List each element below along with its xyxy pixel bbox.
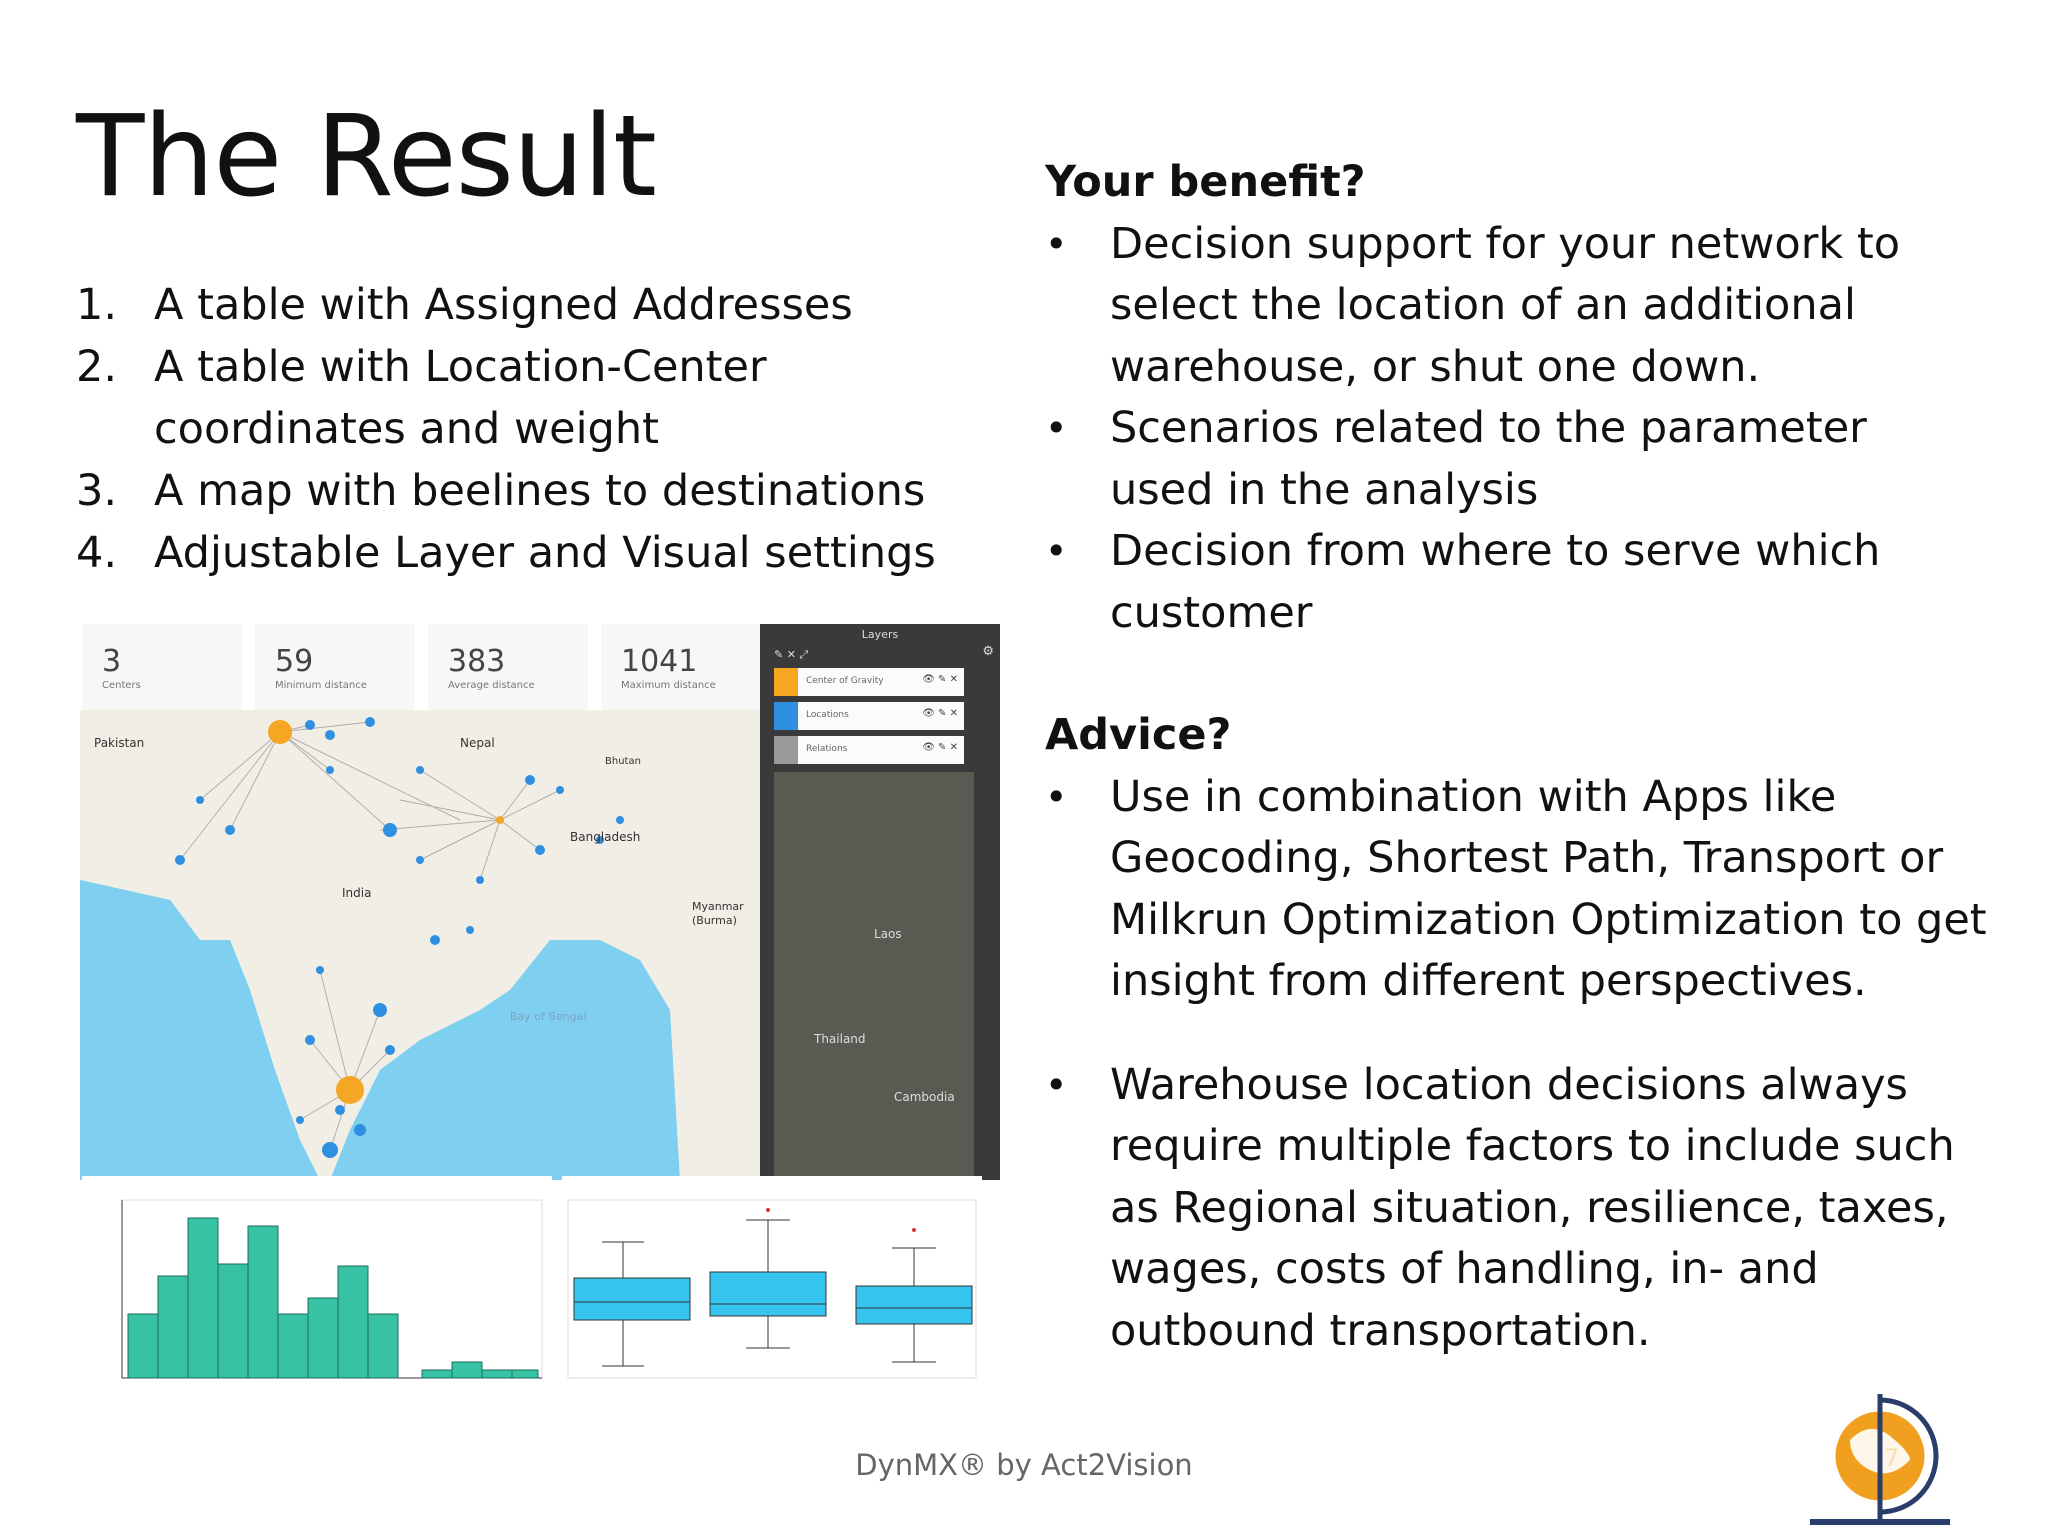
service-histogram <box>82 1176 552 1412</box>
layer-row-locations[interactable] <box>774 702 964 730</box>
share-icon <box>774 736 798 764</box>
list-number: 4. <box>76 528 118 578</box>
kpi-value: 383 <box>448 644 506 679</box>
list-text: A map with beelines to destinations <box>154 466 926 516</box>
map-svg <box>80 710 760 1180</box>
dimmed-map <box>774 772 974 1180</box>
kpi-label: Centers <box>102 680 141 691</box>
advice-heading: Advice? <box>1045 710 1232 760</box>
logo-svg <box>1800 1390 1960 1530</box>
list-item <box>76 336 1036 460</box>
bullet-text: Use in combination with Apps like Geocoding, Shortest Path, Transport or Milkrun Optimization Optimization to get insight from different perspectives. <box>1110 771 1987 1006</box>
map-label: India <box>342 886 372 900</box>
map-label: Bhutan <box>605 756 641 767</box>
service-boxplot <box>562 1176 982 1412</box>
map-label: Myanmar (Burma) <box>692 900 744 927</box>
advice-bullet <box>1045 1055 2005 1363</box>
bullet-dot: • <box>1045 774 1068 819</box>
layer-tools[interactable]: 👁 ✎ ✕ <box>922 742 958 753</box>
list-number: 2. <box>76 342 118 392</box>
kpi-card-min-distance <box>255 624 415 710</box>
map-label: Laos <box>874 927 902 941</box>
kpi-label: Minimum distance <box>275 680 367 691</box>
pin-icon <box>774 702 798 730</box>
layer-row-center-of-gravity[interactable] <box>774 668 964 696</box>
outlier <box>912 1228 916 1232</box>
kpi-value: 1041 <box>621 644 698 679</box>
kpi-value: 59 <box>275 644 314 679</box>
boxplot-svg <box>562 1176 982 1412</box>
layer-row-relations[interactable] <box>774 736 964 764</box>
pin-icon <box>774 668 798 696</box>
list-number: 1. <box>76 280 118 330</box>
map-label: Nepal <box>460 736 495 750</box>
bullet-dot: • <box>1045 1062 1068 1107</box>
list-item <box>76 274 1036 336</box>
list-item <box>76 522 1036 584</box>
map-label: Bay of Bengal <box>510 1010 587 1023</box>
map-label: Pakistan <box>94 736 145 750</box>
list-text: Adjustable Layer and Visual settings <box>154 528 936 578</box>
layer-tools[interactable]: 👁 ✎ ✕ <box>922 708 958 719</box>
bullet-text: Warehouse location decisions always require multiple factors to include such as Regional situation, resilience, taxes, wages, costs of handling, in- and outbound transportation. <box>1110 1059 1955 1356</box>
kpi-card-avg-distance <box>428 624 588 710</box>
bullet-text: Decision from where to serve which customer <box>1110 526 1881 638</box>
list-number: 3. <box>76 466 118 516</box>
layers-title: Layers <box>861 628 899 641</box>
footer-text: DynMX® by Act2Vision <box>855 1448 1193 1482</box>
dashboard-screenshot <box>80 624 1000 1184</box>
map-label: Bangladesh <box>570 830 641 844</box>
layers-panel <box>760 624 1000 1180</box>
advice-bullet <box>1045 767 2005 1013</box>
layer-label: Locations <box>806 710 849 720</box>
bullet-text: Decision support for your network to select the location of an additional warehouse, or shut one down. <box>1110 218 1901 392</box>
network-map[interactable] <box>80 710 760 1180</box>
globe-logo-icon <box>1800 1390 1960 1530</box>
histogram-svg <box>82 1176 552 1412</box>
slide-title: The Result <box>76 92 656 222</box>
settings-icon[interactable]: ⚙ <box>982 644 994 659</box>
bullet-dot: • <box>1045 529 1068 573</box>
kpi-label: Average distance <box>448 680 535 691</box>
map-label: Cambodia <box>894 1090 955 1104</box>
page-number: 7 <box>1884 1444 1900 1472</box>
right-column <box>1045 152 2005 1362</box>
kpi-card-max-distance <box>601 624 761 710</box>
bullet-dot: • <box>1045 406 1068 450</box>
list-item <box>76 460 1036 522</box>
benefit-heading: Your benefit? <box>1045 157 1366 207</box>
bullet-dot: • <box>1045 221 1068 266</box>
layer-label: Center of Gravity <box>806 676 884 686</box>
layer-label: Relations <box>806 744 848 754</box>
kpi-label: Maximum distance <box>621 680 716 691</box>
map-label: Thailand <box>814 1032 866 1046</box>
benefit-bullet <box>1045 214 2005 399</box>
layers-toolbar[interactable]: ✎ ✕ ⤢ <box>774 648 809 661</box>
benefit-bullet <box>1045 521 2005 644</box>
kpi-value: 3 <box>102 644 122 679</box>
results-list <box>76 274 1036 584</box>
bullet-text: Scenarios related to the parameter used in the analysis <box>1110 403 1867 515</box>
kpi-card-centers <box>82 624 242 710</box>
list-text: A table with Assigned Addresses <box>154 280 853 330</box>
outlier <box>766 1208 770 1212</box>
layer-tools[interactable]: 👁 ✎ ✕ <box>922 674 958 685</box>
list-text: A table with Location-Center coordinates and weight <box>154 342 767 454</box>
benefit-bullet <box>1045 398 2005 521</box>
